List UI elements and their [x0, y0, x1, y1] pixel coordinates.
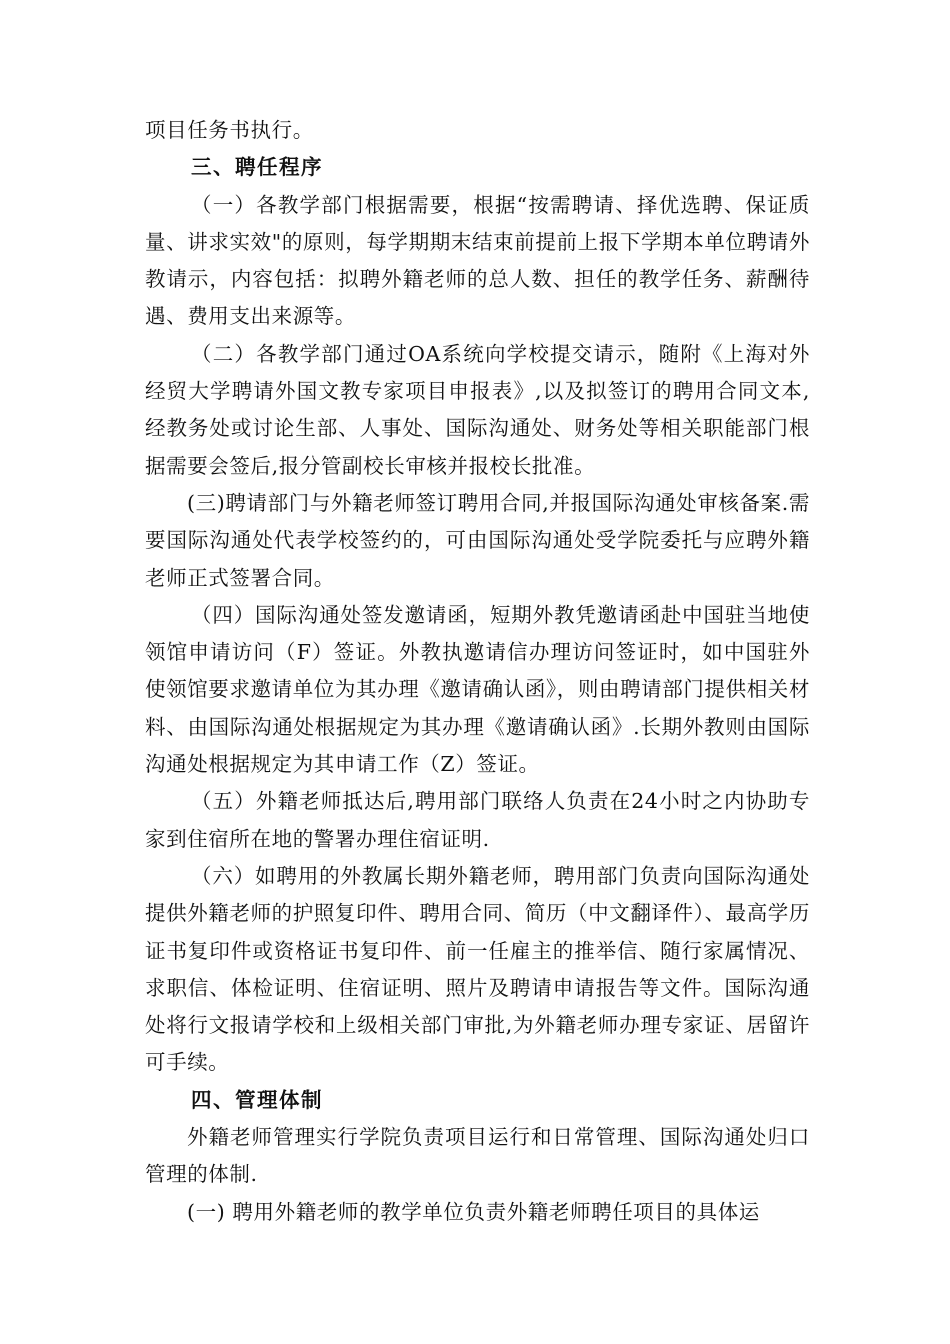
- document-body: [145, 112, 810, 1231]
- paragraph-procedure-6: （六）如聘用的外教属长期外籍老师，聘用部门负责向国际沟通处提供外籍老师的护照复印件、聘用合同、简历（中文翻译件）、最高学历证书复印件或资格证书复印件、前一任雇主的推举信、随行家属情况、求职信、体检证明、住宿证明、照片及聘请申请报告等文件。国际沟通处将行文报请学校和上级相关部门审批,为外籍老师办理专家证、居留许可手续。: [145, 863, 810, 1075]
- paragraph-procedure-2: （二）各教学部门通过OA系统向学校提交请示，随附《上海对外经贸大学聘请外国文教专家项目申报表》,以及拟签订的聘用合同文本,经教务处或讨论生部、人事处、国际沟通处、财务处等相关职能部门根据需要会签后,报分管副校长审核并报校长批准。: [145, 341, 810, 478]
- paragraph-procedure-3: (三)聘请部门与外籍老师签订聘用合同,并报国际沟通处审核备案.需要国际沟通处代表学校签约的，可由国际沟通处受学院委托与应聘外籍老师正式签署合同。: [145, 490, 810, 590]
- section-heading-management-system: 四、管理体制: [191, 1087, 323, 1112]
- paragraph-management-intro: 外籍老师管理实行学院负责项目运行和日常管理、国际沟通处归口管理的体制.: [145, 1125, 810, 1187]
- section-heading-hiring-procedure: 三、聘任程序: [191, 155, 323, 180]
- paragraph-procedure-5: （五）外籍老师抵达后,聘用部门联络人负责在24小时之内协助专家到住宿所在地的警署办理住宿证明.: [145, 789, 810, 851]
- paragraph-continuation: 项目任务书执行。: [145, 118, 314, 142]
- paragraph-procedure-1: （一）各教学部门根据需要，根据“按需聘请、择优选聘、保证质量、讲求实效"的原则，每学期期末结束前提前上报下学期本单位聘请外教请示，内容包括：拟聘外籍老师的总人数、担任的教学任务、薪酬待遇、费用支出来源等。: [145, 192, 810, 329]
- paragraph-procedure-4: （四）国际沟通处签发邀请函，短期外教凭邀请函赴中国驻当地使领馆申请访问（F）签证。外教执邀请信办理访问签证时，如中国驻外使领馆要求邀请单位为其办理《邀请确认函》，则由聘请部门提供相关材料、由国际沟通处根据规定为其办理《邀请确认函》.长期外教则由国际沟通处根据规定为其申请工作（Z）签证。: [145, 602, 810, 777]
- paragraph-management-1: (一) 聘用外籍老师的教学单位负责外籍老师聘任项目的具体运: [187, 1199, 760, 1224]
